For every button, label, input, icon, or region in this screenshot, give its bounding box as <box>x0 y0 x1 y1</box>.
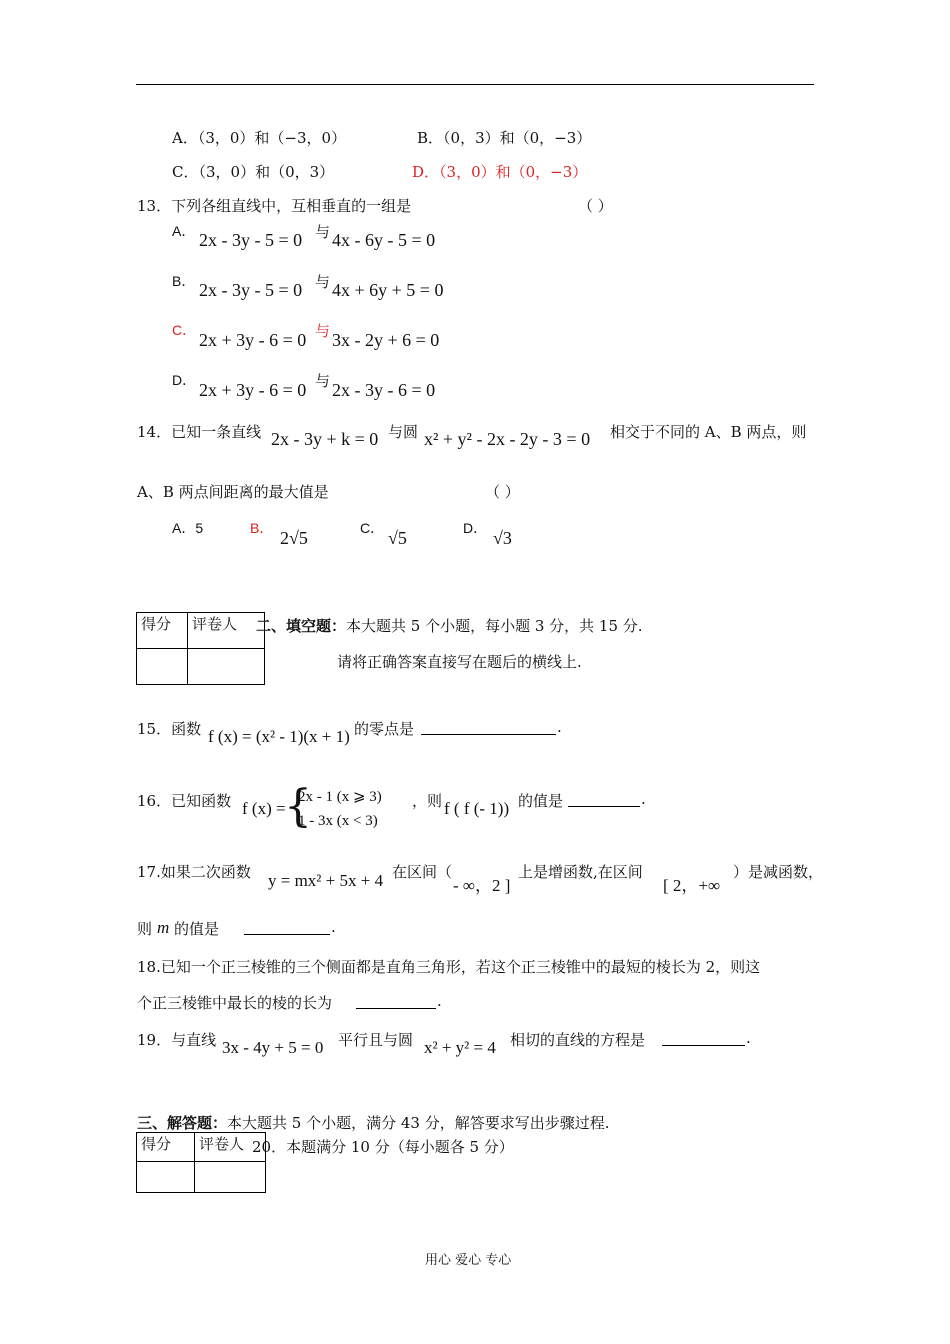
q17-expr: y = mx² + 5x + 4 <box>268 871 384 890</box>
q13-d-yu: 与 <box>315 372 331 390</box>
grader-label: 评卷人 <box>188 613 265 649</box>
q15-num: 15．函数 <box>137 720 202 738</box>
q17-num: 17.如果二次函数 <box>137 863 251 881</box>
q12-option-a: A．（3，0）和（−3，0） <box>172 129 347 147</box>
q16-answer-blank[interactable] <box>568 788 640 807</box>
q17-end: . <box>331 918 336 936</box>
q14-c-label: C． <box>360 520 385 536</box>
q13-stem: 13．下列各组直线中，互相垂直的一组是 <box>137 197 412 215</box>
q12-option-b: B．（0，3）和（0，−3） <box>417 129 592 147</box>
q17-m: m <box>157 918 170 937</box>
q13-b-eq2: 4x + 6y + 5 = 0 <box>332 280 444 300</box>
q18-answer-blank[interactable] <box>356 990 436 1009</box>
q13-b-yu: 与 <box>315 273 331 291</box>
q19-answer-blank[interactable] <box>662 1027 745 1046</box>
q14-b-value: 2√5 <box>280 528 308 548</box>
q16-tail: 的值是 <box>518 792 564 810</box>
q16-case1: 2x - 1 (x ⩾ 3) <box>298 789 382 805</box>
q17-interval2: [ 2，+∞ <box>663 876 721 895</box>
section2-score-table <box>136 612 265 685</box>
q14-tail: 相交于不同的 A、B 两点，则 <box>610 423 807 441</box>
q15-tail: 的零点是 <box>354 720 415 738</box>
q12-option-c: C．（3，0）和（0，3） <box>172 163 335 181</box>
section3-desc: 本大题共 5 个小题，满分 43 分，解答要求写出步骤过程. <box>227 1114 610 1132</box>
q13-c-eq1: 2x + 3y - 6 = 0 <box>199 330 307 350</box>
q19-num: 19．与直线 <box>137 1031 217 1049</box>
q14-c-value: √5 <box>388 528 407 548</box>
score-label: 得分 <box>137 1133 195 1162</box>
q16-brace: { <box>284 781 312 832</box>
q13-c-yu: 与 <box>315 322 331 340</box>
q16-mid: ，则 <box>412 792 443 810</box>
q13-c-label: C． <box>172 322 197 338</box>
q19-line: 3x - 4y + 5 = 0 <box>222 1038 324 1057</box>
q13-paren: （ ） <box>578 197 613 215</box>
q14-line2: A、B 两点间距离的最大值是 <box>137 483 329 501</box>
q17-mid1: 在区间（ <box>392 863 453 881</box>
score-label: 得分 <box>137 613 188 649</box>
q14-num: 14．已知一条直线 <box>137 423 262 441</box>
q17-answer-blank[interactable] <box>244 916 330 935</box>
section3-title: 三、解答题： <box>137 1114 228 1132</box>
q16-end: . <box>641 790 646 808</box>
q13-c-eq2: 3x - 2y + 6 = 0 <box>332 330 440 350</box>
q16-num: 16．已知函数 <box>137 792 232 810</box>
q16-fx: f (x) = <box>242 799 286 818</box>
q14-yu: 与圆 <box>388 423 419 441</box>
grader-cell[interactable] <box>195 1162 266 1193</box>
section2-desc: 本大题共 5 个小题，每小题 3 分，共 15 分. <box>346 617 643 635</box>
q13-b-label: B． <box>172 273 196 289</box>
q20-stem: 20．本题满分 10 分（每小题各 5 分） <box>252 1138 514 1156</box>
score-cell[interactable] <box>137 1162 195 1193</box>
q19-mid: 平行且与圆 <box>338 1031 414 1049</box>
q14-line: 2x - 3y + k = 0 <box>271 429 379 449</box>
q17-tail: ）是减函数， <box>733 863 824 881</box>
q16-case2: 1 - 3x (x < 3) <box>298 813 378 829</box>
q14-circle: x² + y² - 2x - 2y - 3 = 0 <box>424 429 591 449</box>
q17-mid2: 上是增函数,在区间 <box>518 863 643 881</box>
q18-line1: 18.已知一个正三棱锥的三个侧面都是直角三角形，若这个正三棱锥中的最短的棱长为 2，则这 <box>137 958 761 976</box>
section3-score-table <box>136 1132 266 1193</box>
q18-line2: 个正三棱锥中最长的棱的长为 <box>137 994 333 1012</box>
q13-d-eq1: 2x + 3y - 6 = 0 <box>199 380 307 400</box>
q13-a-yu: 与 <box>315 223 331 241</box>
q13-a-eq1: 2x - 3y - 5 = 0 <box>199 230 303 250</box>
grader-cell[interactable] <box>188 649 265 685</box>
q13-d-eq2: 2x - 3y - 6 = 0 <box>332 380 436 400</box>
q13-d-label: D． <box>172 372 197 388</box>
q14-b-label: B． <box>250 520 274 536</box>
q19-circle: x² + y² = 4 <box>424 1038 496 1057</box>
section2-desc2: 请将正确答案直接写在题后的横线上. <box>337 653 582 671</box>
q17-line2b: 的值是 <box>174 920 220 938</box>
q13-a-eq2: 4x - 6y - 5 = 0 <box>332 230 436 250</box>
q12-option-d: D．（3，0）和（0，−3） <box>412 163 588 181</box>
q14-d-label: D． <box>463 520 488 536</box>
q17-interval1: - ∞，2 ] <box>453 876 511 895</box>
q18-end: . <box>437 992 442 1010</box>
q14-d-value: √3 <box>493 528 512 548</box>
q13-b-eq1: 2x - 3y - 5 = 0 <box>199 280 303 300</box>
q13-a-label: A． <box>172 223 196 239</box>
page-footer: 用心 爱心 专心 <box>425 1253 512 1268</box>
q15-expr: f (x) = (x² - 1)(x + 1) <box>208 727 350 746</box>
q19-tail: 相切的直线的方程是 <box>510 1031 646 1049</box>
q14-paren: （ ） <box>485 483 520 501</box>
score-cell[interactable] <box>137 649 188 685</box>
header-rule <box>136 84 814 85</box>
q15-answer-blank[interactable] <box>421 716 556 735</box>
q17-line2a: 则 <box>137 920 153 938</box>
q15-end: . <box>557 718 562 736</box>
q16-expr: f ( f (- 1)) <box>444 799 510 818</box>
q19-end: . <box>746 1029 751 1047</box>
grader-label: 评卷人 <box>195 1133 266 1162</box>
section2-title: 二、填空题： <box>256 617 347 635</box>
q14-option-a: A．5 <box>172 520 204 536</box>
